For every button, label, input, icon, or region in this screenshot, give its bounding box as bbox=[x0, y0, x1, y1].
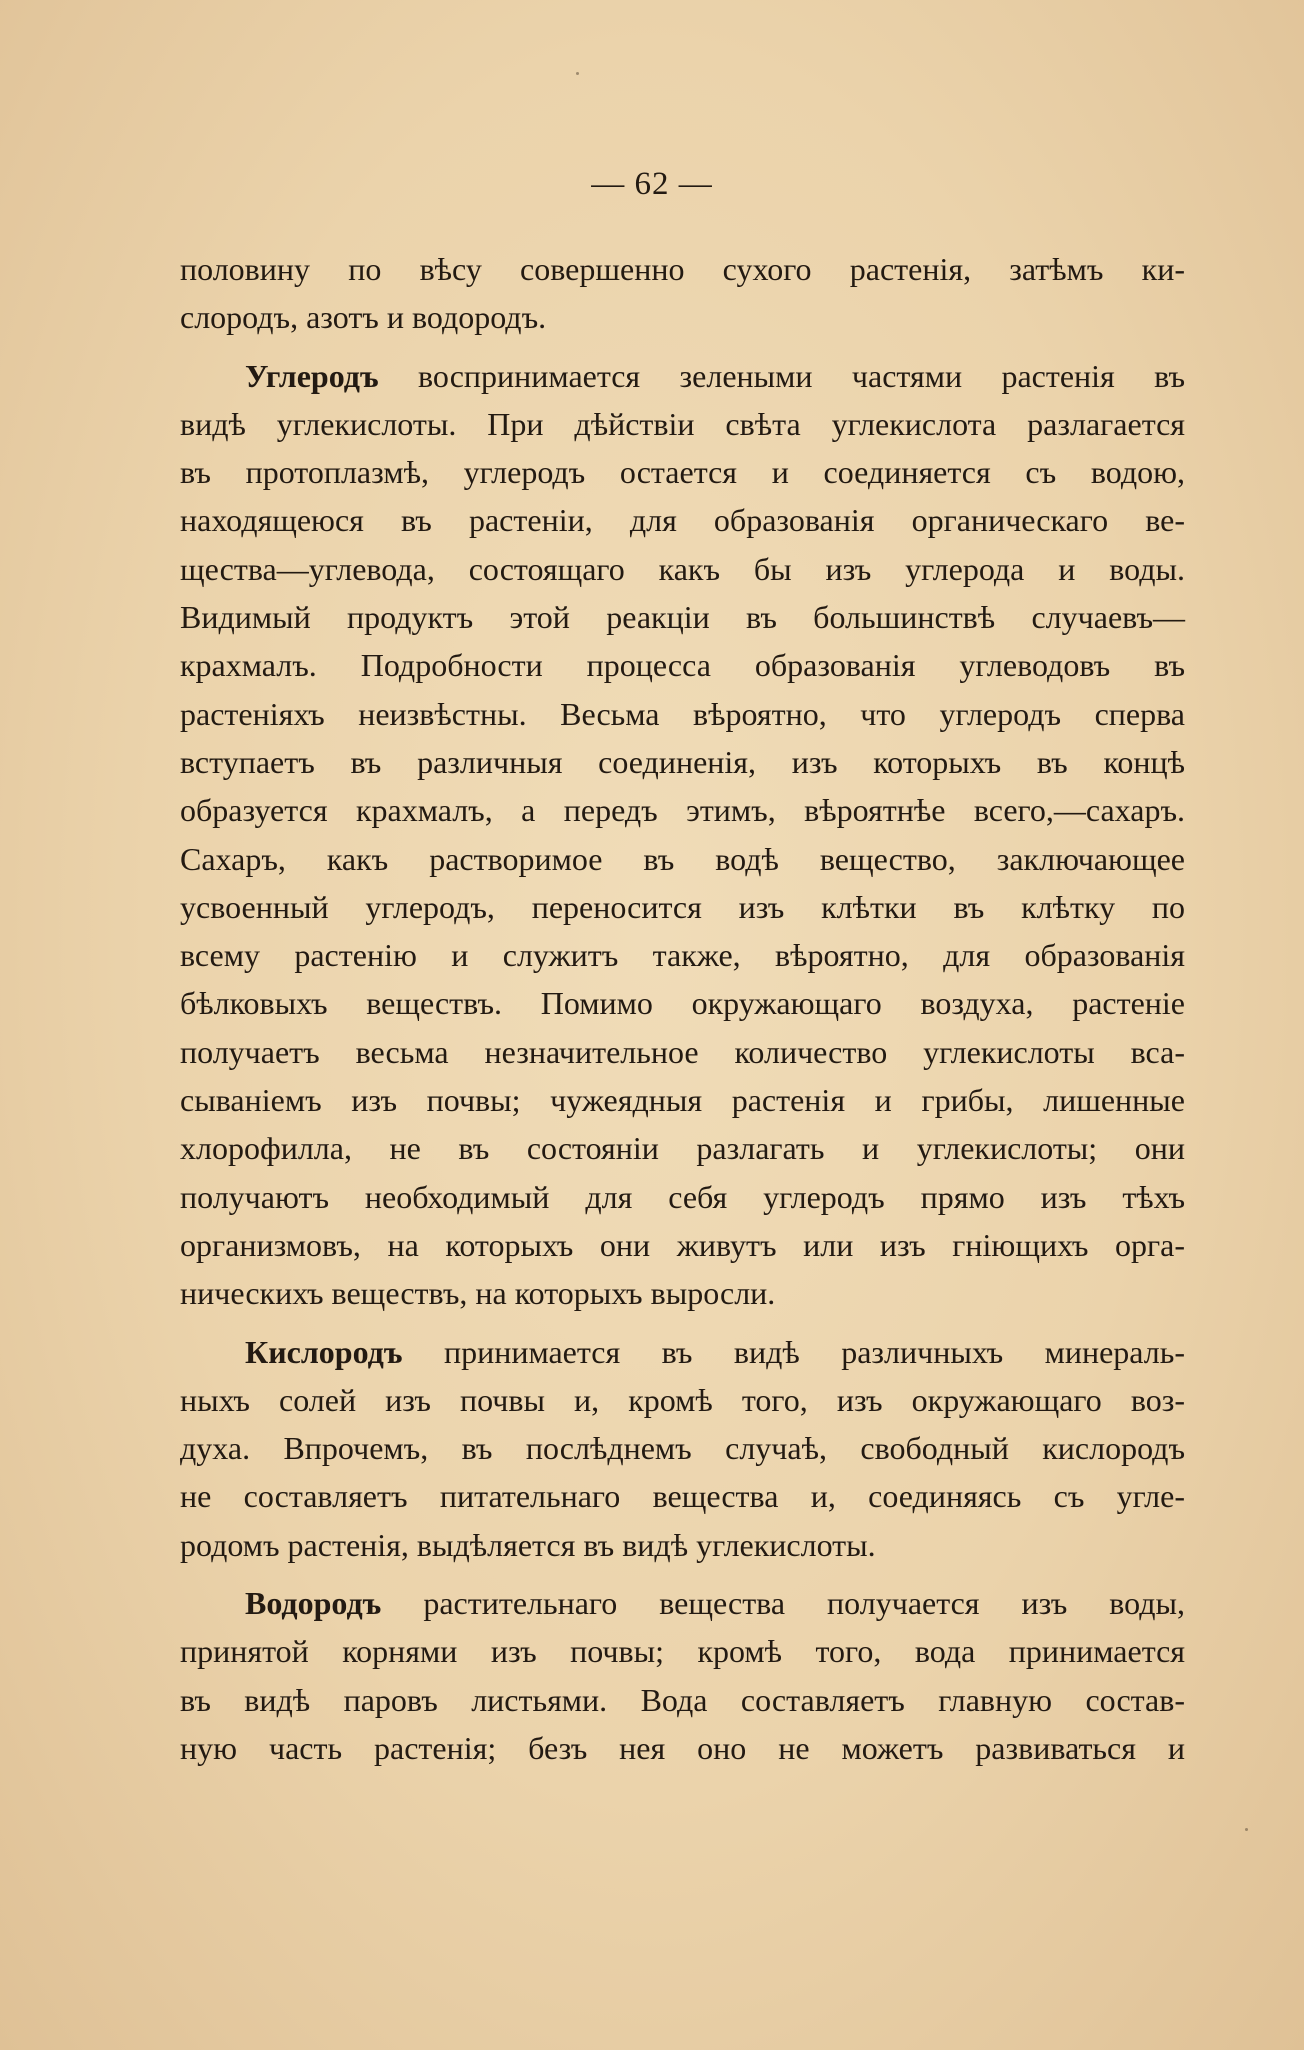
term-oxygen: Кислородъ bbox=[245, 1333, 403, 1370]
text-line-rest: растительнаго вещества получается изъ воды, bbox=[381, 1585, 1185, 1622]
paper-speck bbox=[1245, 1828, 1248, 1831]
text-line: слородъ, азотъ и водородъ. bbox=[180, 299, 547, 336]
text-line: вступаетъ въ различныя соединенія, изъ которыхъ въ концѣ bbox=[180, 743, 1185, 780]
text-line: въ видѣ паровъ листьями. Вода составляетъ главную состав- bbox=[180, 1681, 1185, 1718]
paragraph-oxygen bbox=[180, 1328, 1185, 1569]
text-line: хлорофилла, не въ состояніи разлагать и углекислоты; они bbox=[180, 1130, 1185, 1167]
text-line: не составляетъ питательнаго вещества и, соединяясь съ угле- bbox=[180, 1478, 1185, 1515]
text-line: половину по вѣсу совершенно сухого растенія, затѣмъ ки- bbox=[180, 251, 1185, 287]
text-line: ную часть растенія; безъ нея оно не можетъ развиваться и bbox=[180, 1729, 1185, 1766]
text-line: растеніяхъ неизвѣстны. Весьма вѣроятно, что углеродъ сперва bbox=[180, 695, 1185, 732]
text-line: бѣлковыхъ веществъ. Помимо окружающаго воздуха, растеніе bbox=[180, 985, 1185, 1022]
paragraph-hydrogen bbox=[180, 1579, 1185, 1772]
text-line: усвоенный углеродъ, переносится изъ клѣтки въ клѣтку по bbox=[180, 888, 1185, 925]
text-line-rest: принимается въ видѣ различныхъ минераль- bbox=[402, 1333, 1185, 1370]
text-line: находящеюся въ растеніи, для образованія органическаго ве- bbox=[180, 502, 1185, 539]
body-text bbox=[180, 245, 1185, 1772]
text-line: въ протоплазмѣ, углеродъ остается и соединяется съ водою, bbox=[180, 454, 1185, 491]
paragraph-carbon bbox=[180, 352, 1185, 1318]
text-line-rest: воспринимается зелеными частями растенія въ bbox=[378, 357, 1185, 394]
text-line: организмовъ, на которыхъ они живутъ или изъ гніющихъ орга- bbox=[180, 1226, 1185, 1263]
text-line: всему растенію и служитъ также, вѣроятно, для образованія bbox=[180, 937, 1185, 974]
text-line: получаютъ необходимый для себя углеродъ прямо изъ тѣхъ bbox=[180, 1178, 1185, 1215]
text-line: видѣ углекислоты. При дѣйствіи свѣта углекислота разлагается bbox=[180, 405, 1185, 442]
paper-speck bbox=[576, 72, 579, 75]
text-line: щества—углевода, состоящаго какъ бы изъ углерода и воды. bbox=[180, 550, 1185, 587]
text-line: Сахаръ, какъ растворимое въ водѣ вещество, заключающее bbox=[180, 840, 1185, 877]
text-line: крахмалъ. Подробности процесса образованія углеводовъ въ bbox=[180, 647, 1185, 684]
text-line: образуется крахмалъ, а передъ этимъ, вѣроятнѣе всего,—сахаръ. bbox=[180, 792, 1185, 829]
text-line: родомъ растенія, выдѣляется въ видѣ углекислоты. bbox=[180, 1526, 876, 1563]
text-line: получаетъ весьма незначительное количество углекислоты вса- bbox=[180, 1033, 1185, 1070]
text-line: ныхъ солей изъ почвы и, кромѣ того, изъ окружающаго воз- bbox=[180, 1381, 1185, 1418]
text-line bbox=[180, 1328, 1185, 1376]
term-hydrogen: Водородъ bbox=[245, 1585, 382, 1622]
text-line: Видимый продуктъ этой реакціи въ большинствѣ случаевъ— bbox=[180, 599, 1185, 636]
text-line: ническихъ веществъ, на которыхъ выросли. bbox=[180, 1275, 776, 1312]
paragraph-intro bbox=[180, 245, 1185, 342]
text-line: духа. Впрочемъ, въ послѣднемъ случаѣ, свободный кислородъ bbox=[180, 1430, 1185, 1467]
text-line bbox=[180, 352, 1185, 400]
text-line bbox=[180, 1579, 1185, 1627]
term-carbon: Углеродъ bbox=[245, 357, 379, 394]
text-line: сываніемъ изъ почвы; чужеядныя растенія и грибы, лишенные bbox=[180, 1082, 1185, 1119]
text-line: принятой корнями изъ почвы; кромѣ того, вода принимается bbox=[180, 1633, 1185, 1670]
page-number: — 62 — bbox=[591, 166, 713, 202]
